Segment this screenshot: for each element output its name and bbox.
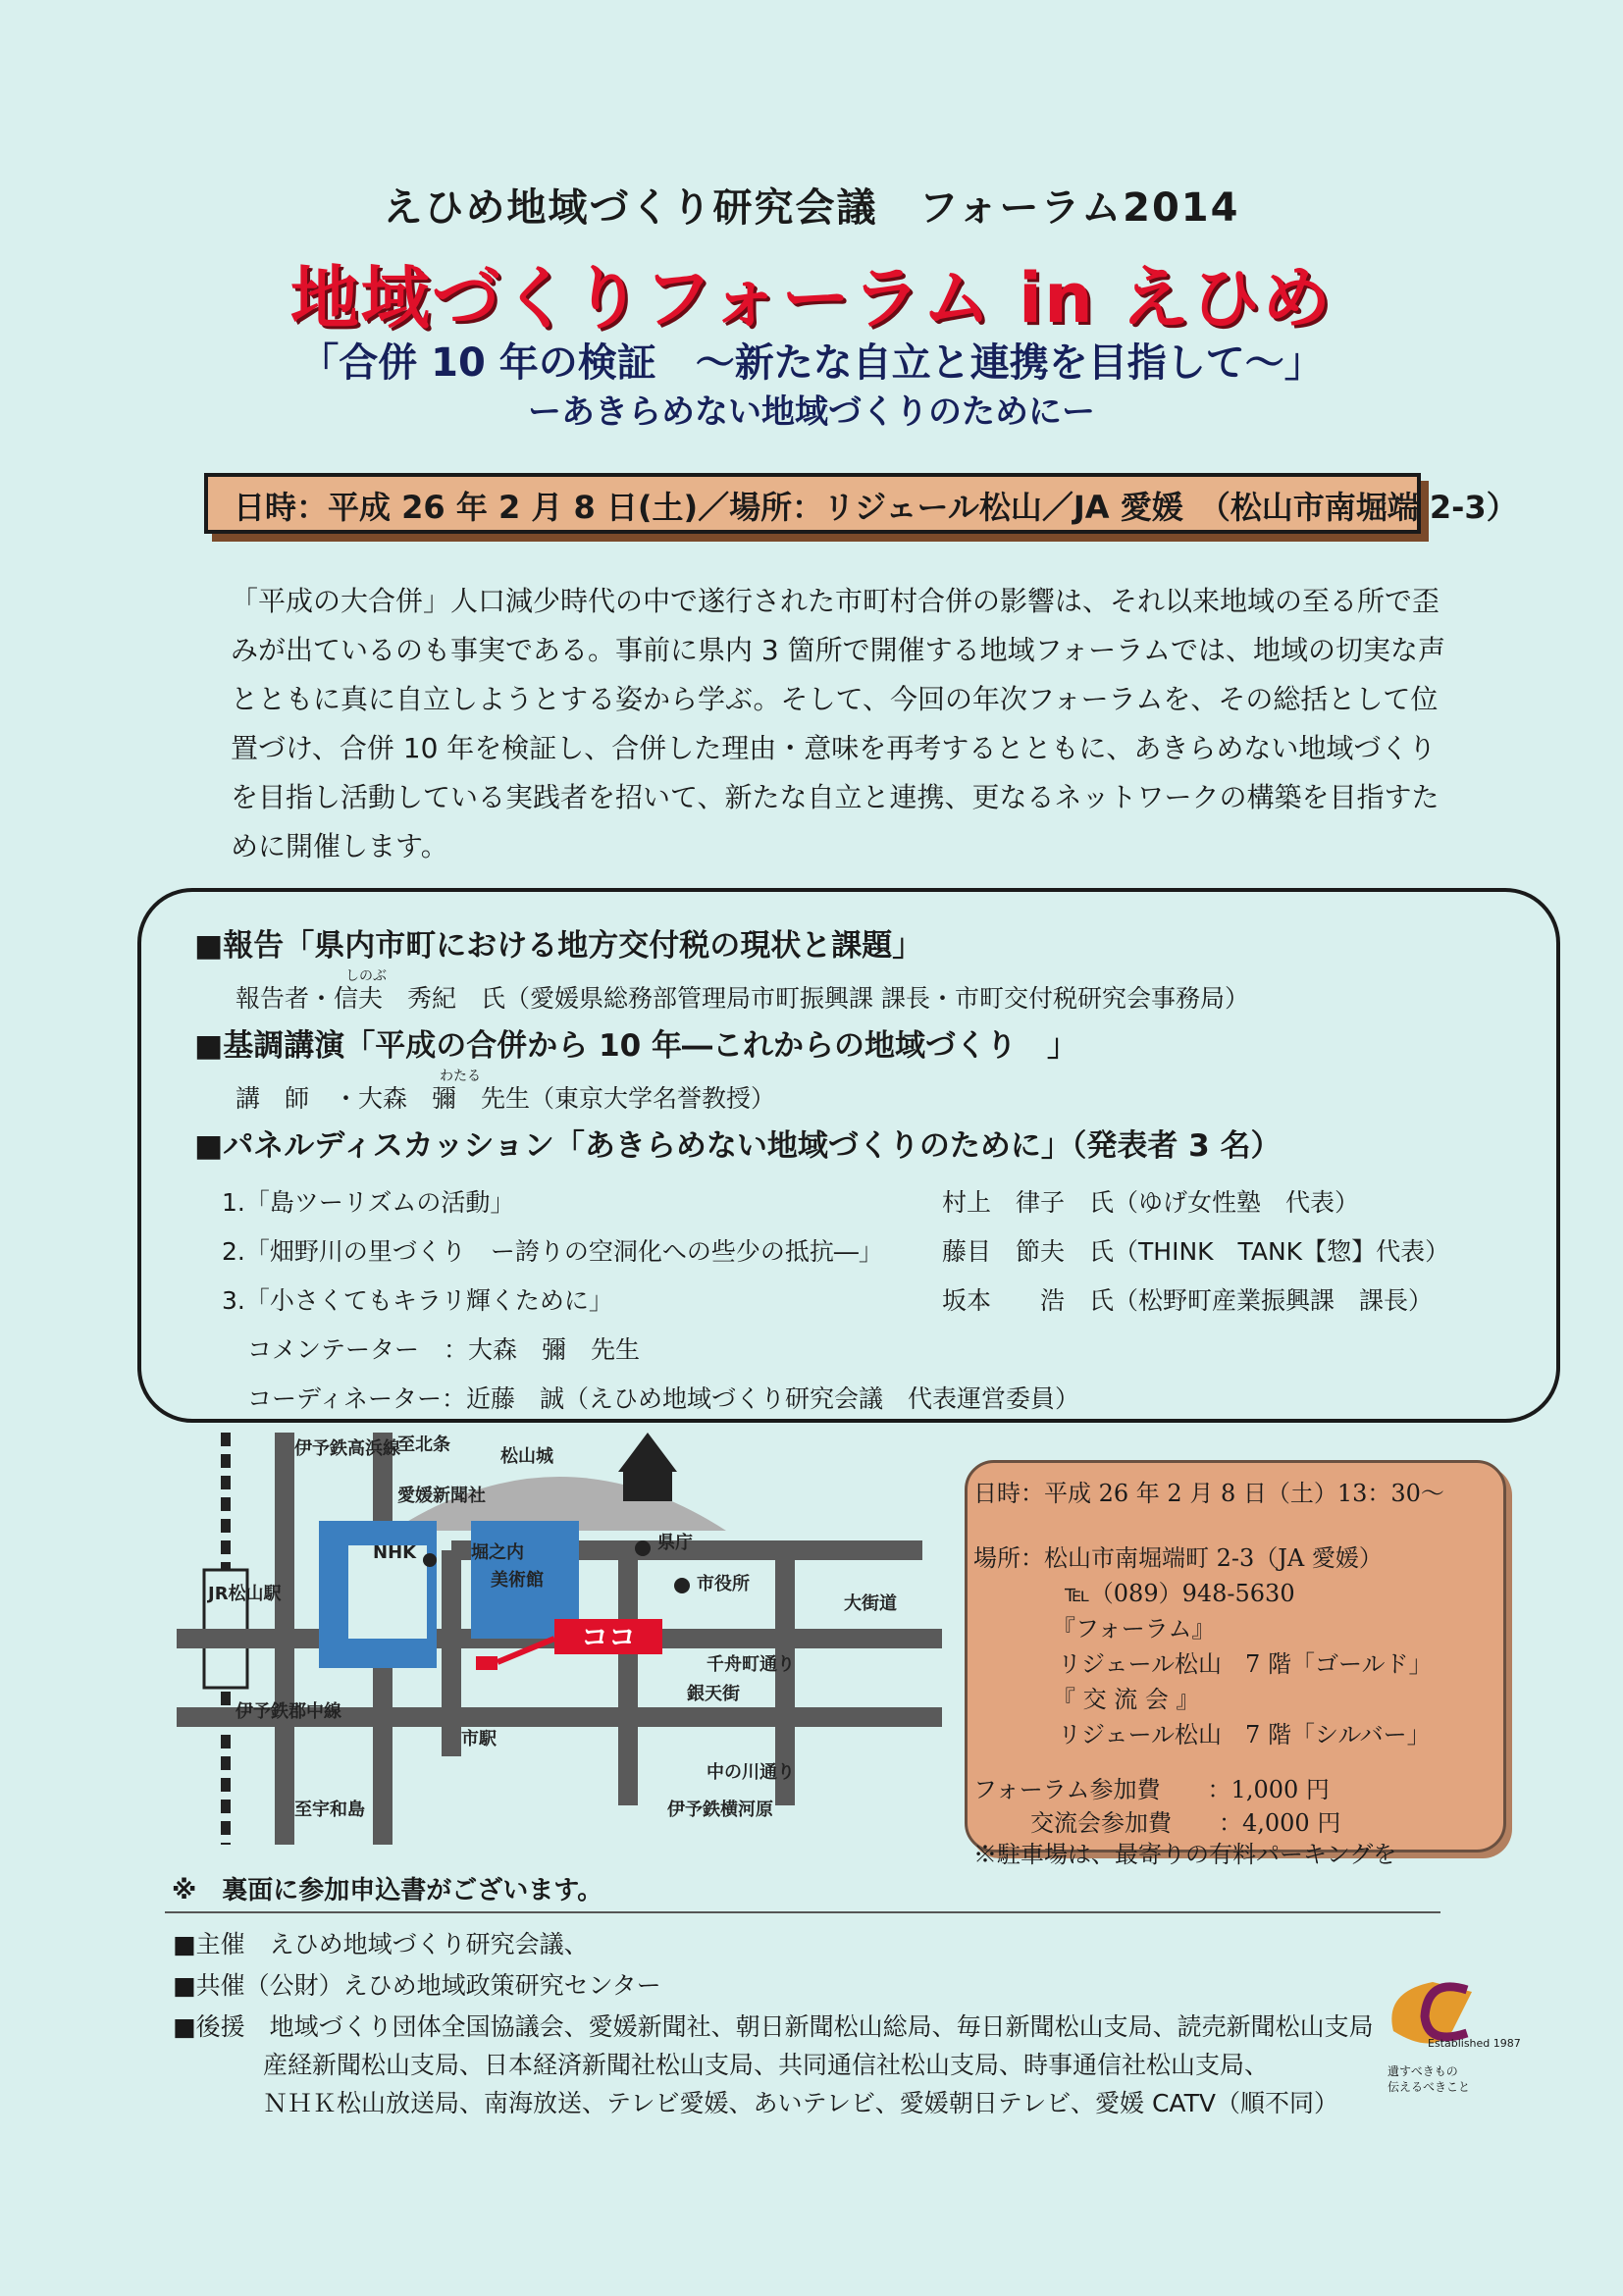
- footer-support-1: ■後援 地域づくり団体全国協議会、愛媛新聞社、朝日新聞松山総局、毎日新聞松山支局、読売新聞松山支局: [173, 2012, 1374, 2041]
- map-label-shieki: 市駅: [461, 1729, 497, 1749]
- map-label-museum: 美術館: [491, 1570, 544, 1591]
- org-logo: [1374, 1972, 1521, 2094]
- subtitle: 「合併 10 年の検証 ～新たな自立と連携を目指して～」: [299, 340, 1324, 386]
- info-parking: ※駐車場は、最寄りの有料パーキングを: [973, 1841, 1397, 1868]
- footer-support-2: 産経新聞松山支局、日本経済新聞社松山支局、共同通信社松山支局、時事通信社松山支局、: [263, 2051, 1270, 2079]
- map-label-shiuwajima: 至宇和島: [294, 1800, 365, 1820]
- intro-line: 置づけ、合併 10 年を検証し、合併した理由・意味を再考するとともに、あきらめない地域づくり: [231, 732, 1437, 764]
- castle-base: [623, 1472, 672, 1501]
- map-label-horinouchi: 堀之内: [471, 1542, 524, 1563]
- intro-line: を目指し活動している実践者を招いて、新たな自立と連携、更なるネットワークの構築を目指すた: [231, 781, 1440, 813]
- map-label-jr: JR松山駅: [208, 1584, 282, 1604]
- report-heading: ■報告「県内市町における地方交付税の現状と課題」: [194, 928, 923, 964]
- logo-established: Established 1987: [1428, 2037, 1521, 2050]
- map-label-okaido: 大街道: [844, 1593, 897, 1614]
- castle-icon: [618, 1433, 677, 1472]
- info-fee-forum: フォーラム参加費 ：1,000 円: [973, 1776, 1330, 1803]
- access-map: [177, 1433, 942, 1845]
- header-org-line: えひめ地域づくり研究会議 フォーラム2014: [383, 185, 1240, 231]
- map-label-castle: 松山城: [500, 1446, 553, 1467]
- intro-line: とともに真に自立しようとする姿から学ぶ。そして、今回の年次フォーラムを、その総括として位: [231, 683, 1439, 715]
- panel-speaker: 藤目 節夫 氏（THINK TANK【惣】代表）: [942, 1237, 1450, 1266]
- footer-cohost: ■共催（公財）えひめ地域政策研究センター: [173, 1971, 661, 2000]
- keynote-speaker: 講 師 ・大森 彌 先生（東京大学名誉教授）: [236, 1084, 776, 1113]
- map-label-senfunecho: 千舟町通り: [707, 1654, 795, 1675]
- info-party-room: リジェール松山 7 階「シルバー」: [1058, 1721, 1431, 1748]
- info-tel: ℡（089）948-5630: [1065, 1580, 1295, 1607]
- footer-host: ■主催 えひめ地域づくり研究会議、: [173, 1930, 589, 1958]
- keynote-ruby: わたる: [440, 1069, 481, 1084]
- logo-motto-1: 遺すべきもの: [1387, 2064, 1458, 2078]
- map-label-nhk: NHK: [373, 1542, 417, 1563]
- tagline: ーあきらめない地域づくりのためにー: [528, 392, 1095, 432]
- intro-line: めに開催します。: [231, 830, 448, 862]
- logo-motto-2: 伝えるべきこと: [1387, 2080, 1471, 2094]
- map-label-shihokujo: 至北条: [397, 1435, 450, 1455]
- coordinator: コーディネーター：近藤 誠（えひめ地域づくり研究会議 代表運営委員）: [247, 1384, 1080, 1413]
- map-label-iyo-hama: 伊予鉄高浜線: [294, 1438, 400, 1459]
- venue-dot: [476, 1656, 497, 1670]
- info-forum-label: 『フォーラム』: [1052, 1615, 1216, 1643]
- cityhall-dot: [674, 1578, 690, 1593]
- map-label-gintengai: 銀天街: [687, 1684, 740, 1704]
- nhk-dot: [423, 1553, 437, 1567]
- keynote-heading: ■基調講演「平成の合併から 10 年―これからの地域づくり 」: [194, 1028, 1078, 1064]
- report-speaker: 報告者・信夫 秀紀 氏（愛媛県総務部管理局市町振興課 課長・市町交付税研究会事務局）: [236, 984, 1249, 1013]
- panel-speaker: 坂本 浩 氏（松野町産業振興課 課長）: [942, 1286, 1434, 1315]
- panel-speaker: 村上 律子 氏（ゆげ女性塾 代表）: [942, 1188, 1360, 1217]
- date-banner: 日時：平成 26 年 2 月 8 日(土)／場所：リジェール松山／JA 愛媛 （松山市南堀端 2-3）: [204, 473, 1421, 534]
- report-ruby: しのぶ: [345, 968, 387, 984]
- map-label-yokogawara: 伊予鉄横河原: [667, 1800, 773, 1820]
- info-party-label: 『 交 流 会 』: [1052, 1686, 1200, 1713]
- map-label-iyo-naka: 伊予鉄郡中線: [236, 1701, 341, 1722]
- intro-line: みが出ているのも事実である。事前に県内 3 箇所で開催する地域フォーラムでは、地域の切実な声: [231, 634, 1445, 666]
- panel-topic: 1.「島ツーリズムの活動」: [222, 1188, 515, 1217]
- panel-topic: 2.「畑野川の里づくり ー誇りの空洞化への些少の抵抗―」: [222, 1237, 883, 1266]
- kencho-dot: [635, 1540, 651, 1556]
- intro-line: 「平成の大合併」人口減少時代の中で遂行された市町村合併の影響は、それ以来地域の至る所で歪: [231, 585, 1440, 617]
- info-date: 日時：平成 26 年 2 月 8 日（土）13：30～: [973, 1480, 1444, 1507]
- panel-heading: ■パネルディスカッション「あきらめない地域づくりのために」（発表者 3 名）: [194, 1128, 1282, 1164]
- map-label-ehime-np: 愛媛新聞社: [397, 1486, 486, 1506]
- intro-text: [231, 577, 1467, 871]
- footer-support-3: ＮＨＫ松山放送局、南海放送、テレビ愛媛、あいテレビ、愛媛朝日テレビ、愛媛 CATV（順不同）: [263, 2089, 1338, 2117]
- map-label-nakanokawa: 中の川通り: [707, 1762, 795, 1783]
- footer-note: ※ 裏面に参加申込書がございます。: [172, 1876, 603, 1905]
- map-label-kencho: 県庁: [657, 1533, 693, 1553]
- commentator: コメンテーター ：大森 彌 先生: [247, 1335, 641, 1364]
- info-place: 場所：松山市南堀端町 2-3（JA 愛媛）: [973, 1544, 1383, 1572]
- panel-topic: 3.「小さくてもキラリ輝くために」: [222, 1286, 613, 1315]
- koko-label: ココ: [580, 1621, 637, 1653]
- map-label-city-hall: 市役所: [697, 1574, 750, 1594]
- info-fee-party: 交流会参加費 ：4,000 円: [1030, 1809, 1341, 1837]
- main-title: 地域づくりフォーラム in えひめ: [289, 258, 1334, 339]
- info-forum-room: リジェール松山 7 階「ゴールド」: [1058, 1650, 1433, 1678]
- footer-divider: [165, 1911, 1440, 1913]
